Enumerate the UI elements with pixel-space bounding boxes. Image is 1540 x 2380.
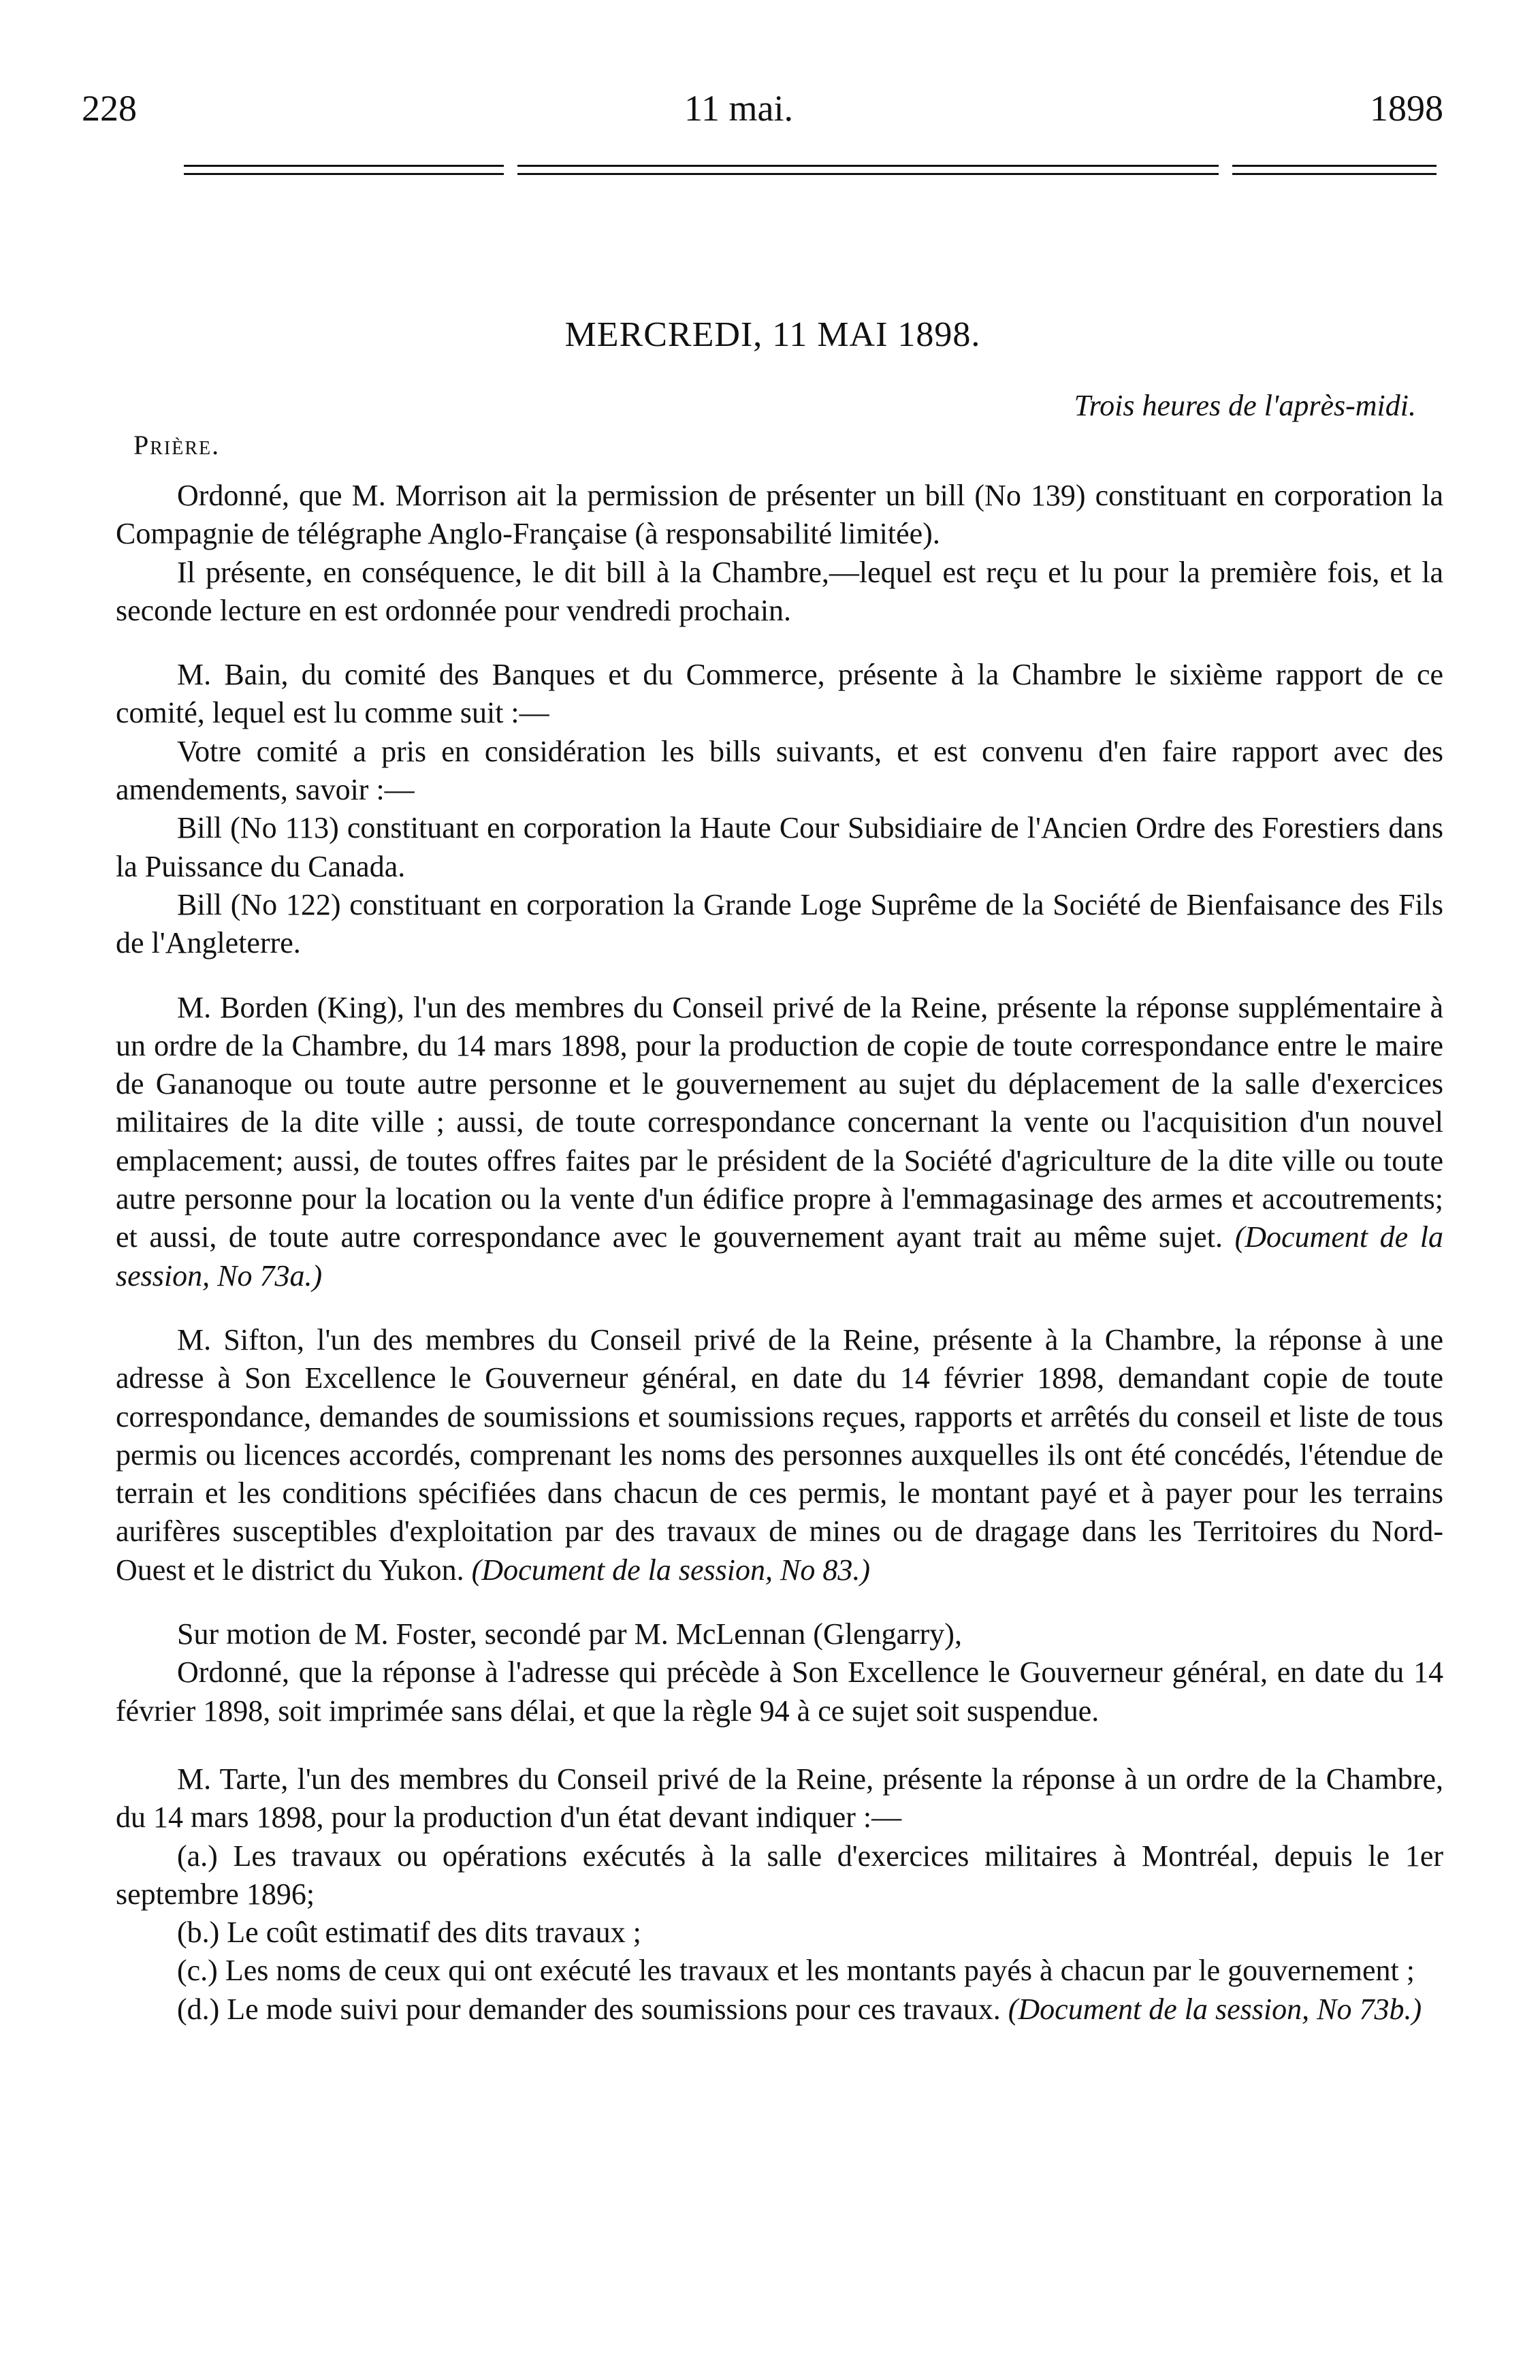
list-item: (b.) Le coût estimatif des dits travaux ; [177, 1916, 641, 1950]
paragraph: Ordonné, que M. Morrison ait la permission de présenter un bill (No 139) constituant en corporation la Compagnie de télégraphe Anglo-Française (à responsabilité limitée). [116, 479, 1443, 551]
sitting-title: MERCREDI, 11 MAI 1898. [564, 315, 981, 354]
list-item: (d.) Le mode suivi pour demander des soumissions pour ces travaux. (Document de la session, No 73b.) [177, 1992, 1422, 2026]
paragraph: Bill (No 122) constituant en corporation la Grande Loge Suprême de la Société de Bienfaisance des Fils de l'Angleterre. [116, 887, 1443, 960]
paragraph: Bill (No 113) constituant en corporation la Haute Cour Subsidiaire de l'Ancien Ordre des Forestiers dans la Puissance du Canada. [116, 811, 1443, 883]
prayer-heading: Prière. [133, 430, 221, 460]
document-reference: (Document de la session, No 73a.) [116, 1220, 1443, 1292]
rule-segment [517, 163, 1219, 178]
rule-segment [184, 163, 504, 178]
sitting-time: Trois heures de l'après-midi. [1074, 389, 1416, 422]
paragraph: Votre comité a pris en considération les bills suivants, et est convenu d'en faire rapport avec des amendements, savoir :— [116, 734, 1443, 807]
list-item: (a.) Les travaux ou opérations exécutés à la salle d'exercices militaires à Montréal, depuis le 1er septembre 1896; [116, 1839, 1443, 1911]
page-number: 228 [82, 88, 137, 129]
journal-body [116, 477, 1443, 2029]
paragraph: M. Bain, du comité des Banques et du Commerce, présente à la Chambre le sixième rapport de ce comité, lequel est lu comme suit :— [116, 658, 1443, 730]
document-reference: (Document de la session, No 83.) [471, 1553, 871, 1587]
paragraph: Il présente, en conséquence, le dit bill à la Chambre,—lequel est reçu et lu pour la première fois, et la seconde lecture en est ordonnée pour vendredi prochain. [116, 555, 1443, 627]
document-reference: (Document de la session, No 73b.) [1008, 1992, 1422, 2026]
running-header [82, 87, 1443, 135]
header-date: 11 mai. [684, 88, 793, 129]
paragraph: M. Tarte, l'un des membres du Conseil privé de la Reine, présente la réponse à un ordre de la Chambre, du 14 mars 1898, pour la production d'un état devant indiquer :— [116, 1762, 1443, 1835]
header-year: 1898 [1370, 88, 1443, 129]
list-item: (c.) Les noms de ceux qui ont exécuté les travaux et les montants payés à chacun par le gouvernement ; [177, 1954, 1415, 1988]
paragraph: M. Sifton, l'un des membres du Conseil privé de la Reine, présente à la Chambre, la réponse à une adresse à Son Excellence le Gouverneur général, en date du 14 février 1898, demandant copie de toute correspondance, demandes de soumissions et soumissions reçues, rapports et arrêtés du conseil et liste de tous permis ou licences accordés, comprenant les noms des personnes auxquelles ils ont été concédés, l'étendue de terrain et les conditions spécifiées dans chacun de ces permis, le montant payé et à payer pour les terrains aurifères susceptibles d'exploitation par des travaux de mines ou de dragage dans les Territoires du Nord-Ouest et le district du Yukon. (Document de la session, No 83.) [116, 1322, 1443, 1587]
rule-segment [1232, 163, 1437, 178]
header-rule [184, 163, 1437, 181]
paragraph: Ordonné, que la réponse à l'adresse qui précède à Son Excellence le Gouverneur général, en date du 14 février 1898, soit imprimée sans délai, et que la règle 94 à ce sujet soit suspendue. [116, 1655, 1443, 1728]
page [82, 0, 1443, 2380]
paragraph: Sur motion de M. Foster, secondé par M. McLennan (Glengarry), [177, 1617, 962, 1651]
paragraph: M. Borden (King), l'un des membres du Conseil privé de la Reine, présente la réponse supplémentaire à un ordre de la Chambre, du 14 mars 1898, pour la production de copie de toute correspondance entre le maire de Gananoque ou toute autre personne et le gouvernement au sujet du déplacement de la salle d'exercices militaires de la dite ville ; aussi, de toute correspondance concernant la vente ou l'acquisition d'un nouvel emplacement; aussi, de toutes offres faites par le président de la Société d'agriculture de la dite ville ou toute autre personne pour la location ou la vente d'un édifice propre à l'emmagasinage des armes et accoutrements; et aussi, de toute autre correspondance avec le gouvernement ayant trait au même sujet. (Document de la session, No 73a.) [116, 990, 1443, 1292]
